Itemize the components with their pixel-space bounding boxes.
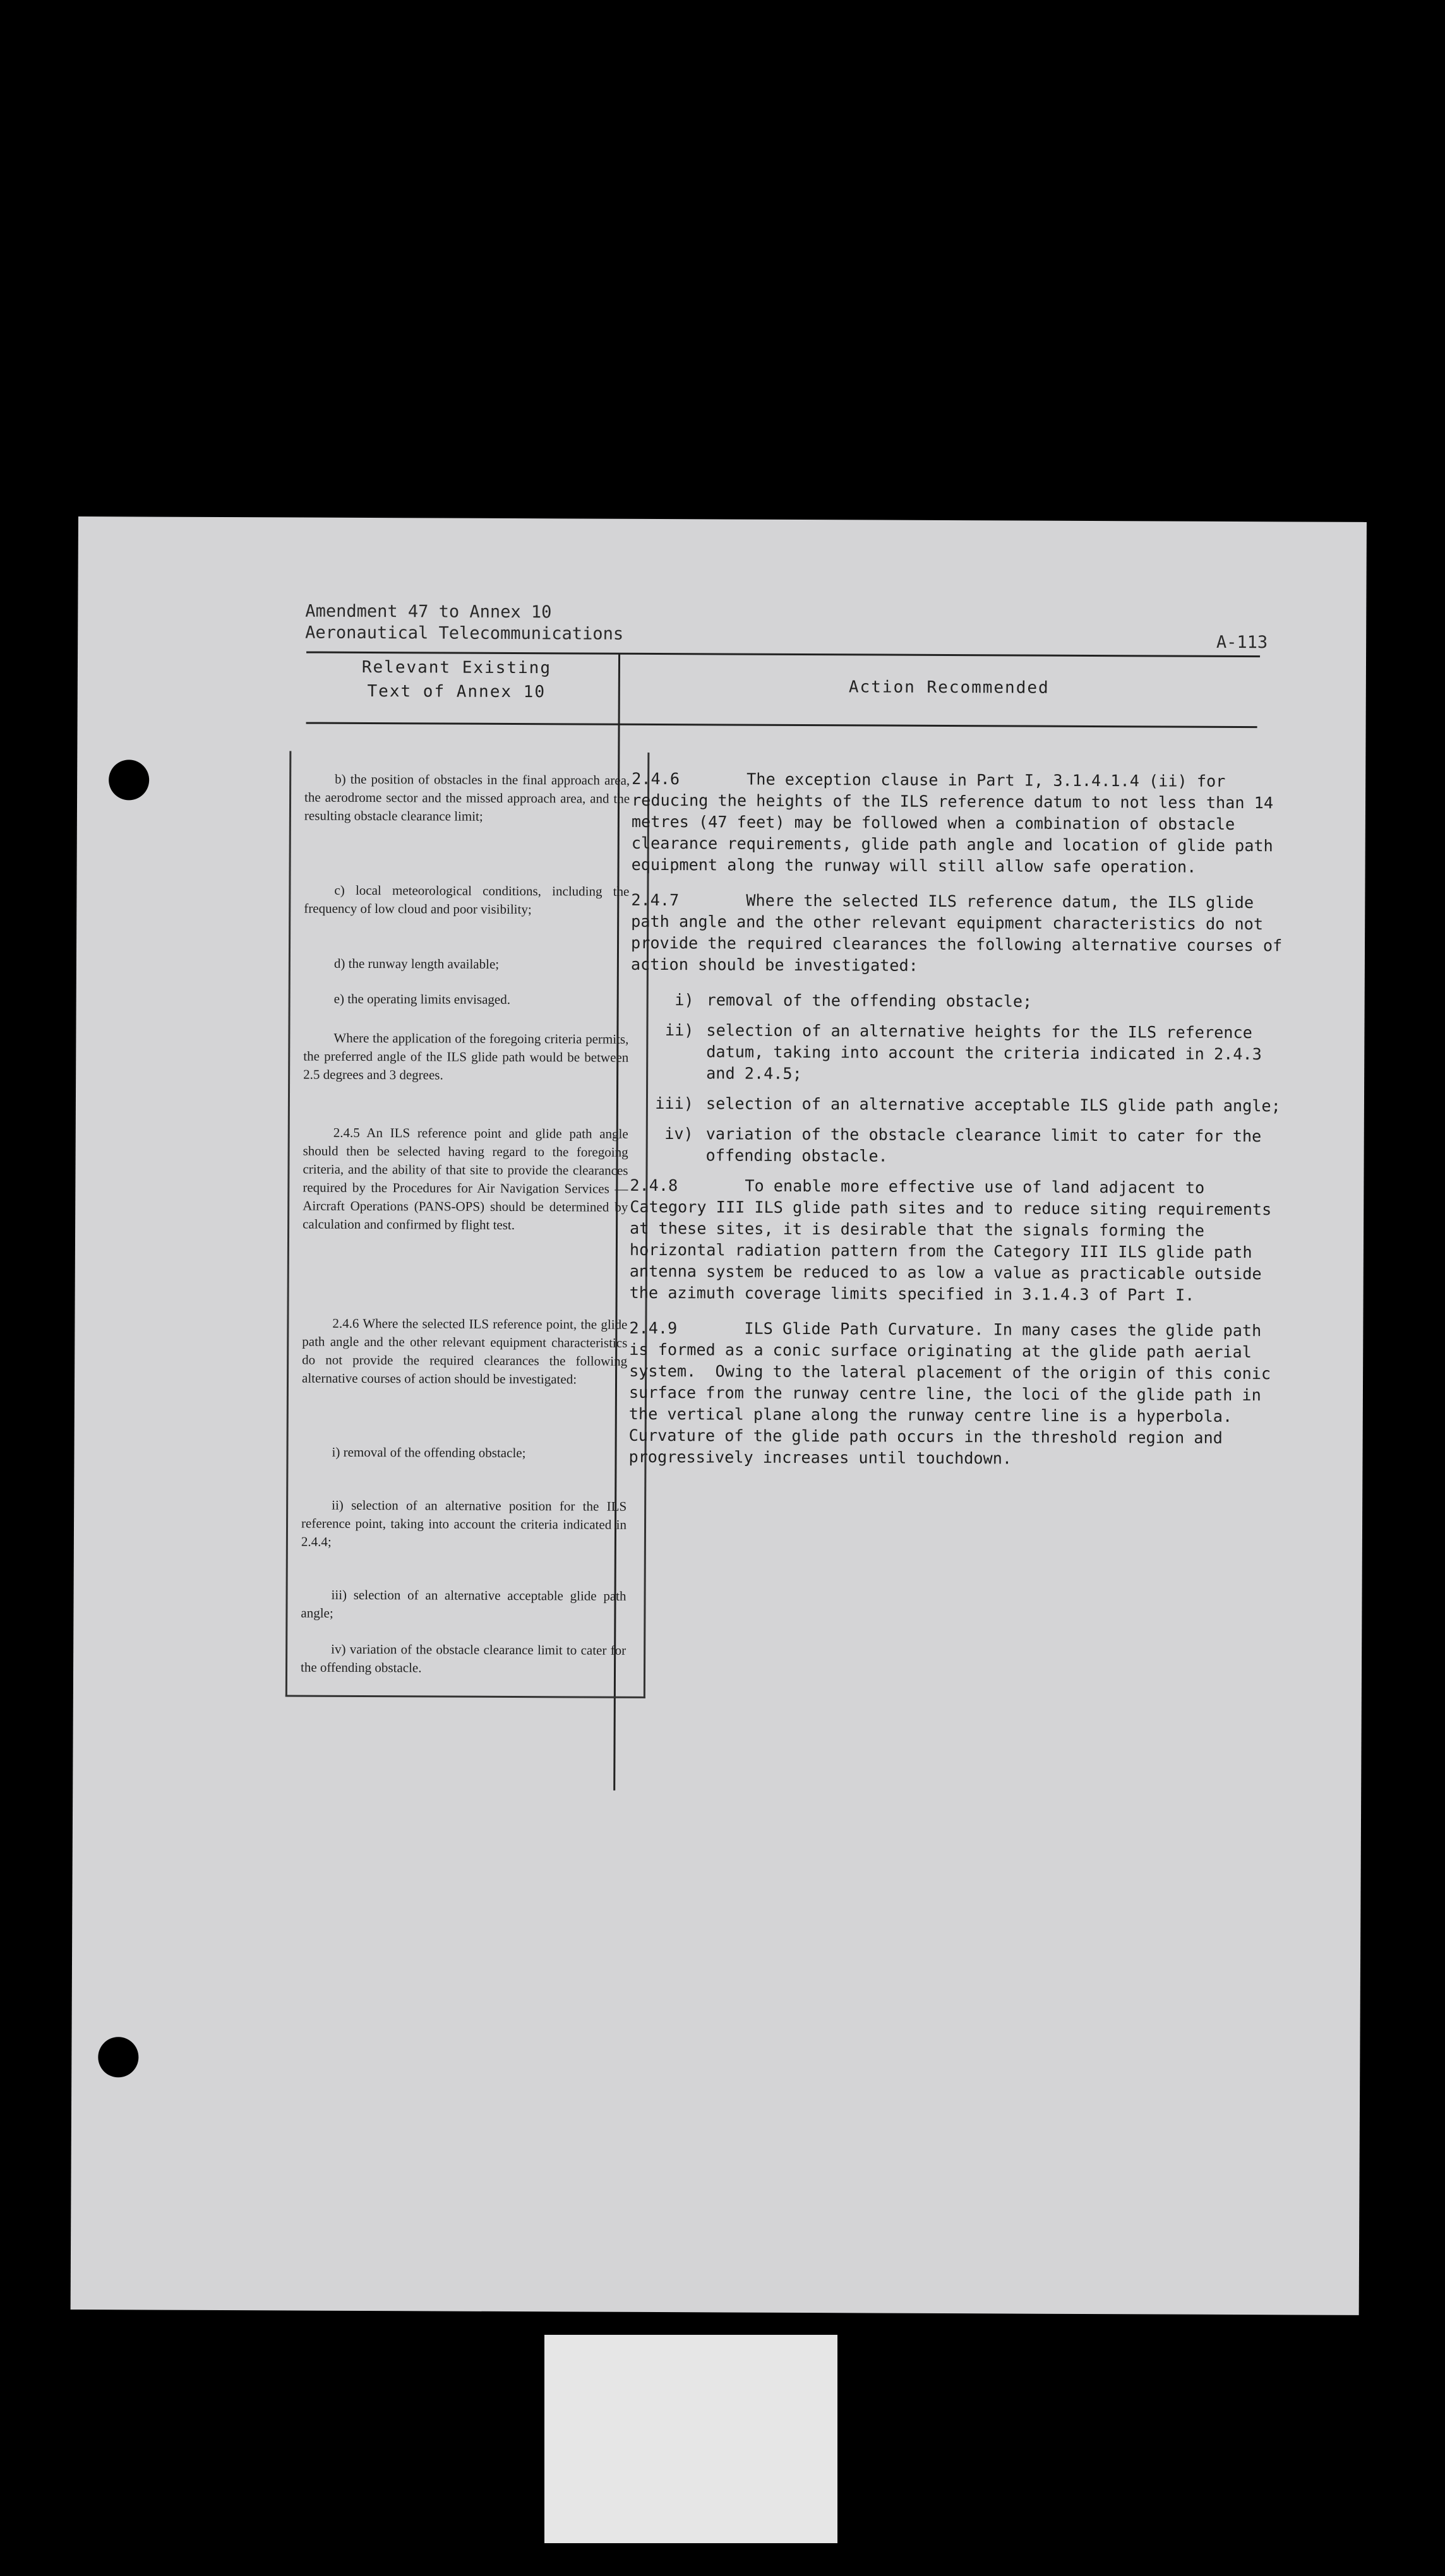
existing-text-b: b) the position of obstacles in the final approach area, the aerodrome sector and the missed approach area, and the resulting obstacle clearance limit;	[304, 771, 630, 824]
existing-text-2-4-5: 2.4.5 An ILS reference point and glide path angle should then be selected having regard to the foregoing criteria, and the ability of that site to provide the clearances required by the Procedures for Air Navigation Services — Aircraft Operations (PANS-OPS) should be determined by calculation and confirmed by flight test.	[303, 1124, 628, 1233]
left-column-heading: Relevant Existing Text of Annex 10	[361, 657, 552, 702]
section-2-4-6: 2.4.6 The exception clause in Part I, 3.1.4.1.4 (ii) for reducing the heights of the ILS reference datum to not less than 14 metres (47 feet) may be followed when a combination of obstacle clearance requirements, glide path angle and location of glide path equipment along the runway will still allow safe operation.	[631, 769, 1283, 876]
existing-text-iv: iv) variation of the obstacle clearance limit to cater for the offending obstacle.	[300, 1641, 627, 1676]
list-item: iii) selection of an alternative acceptable ILS glide path angle;	[655, 1094, 1281, 1116]
list-item: ii) selection of an alternative heights for the ILS reference datum, taking into account the criteria indicated in 2.4.3 and 2.4.5;	[664, 1021, 1272, 1083]
page-number: A-113	[1216, 632, 1268, 653]
recommended-text	[628, 768, 1292, 1485]
column-head-rule	[306, 722, 1257, 729]
existing-text-2-4-6: 2.4.6 Where the selected ILS reference point, the glide path angle and the other relevant equipment characteristics do not provide the required clearances the following alternative courses of action should be investigated:	[301, 1315, 628, 1387]
section-2-4-9: 2.4.9 ILS Glide Path Curvature. In many cases the glide path is formed as a conic surface originating at the glide path aerial system. Owing to the lateral placement of the origin of this conic surface from the runway centre line, the loci of the glide path in the vertical plane along the runway centre line is a hyperbola. Curvature of the glide path occurs in the threshold region and progressively increases until touchdown.	[628, 1318, 1281, 1468]
list-item: iv) variation of the obstacle clearance limit to cater for the offending obstacle.	[664, 1124, 1271, 1166]
header-amendment: Amendment 47 to Annex 10	[305, 601, 552, 623]
section-2-4-7: 2.4.7 Where the selected ILS reference datum, the ILS glide path angle and the other relevant equipment characteristics do not provide the required clearances the following alternative courses of action should be investigated:	[630, 890, 1292, 975]
existing-text-c: c) local meteorological conditions, including the frequency of low cloud and poor visibility;	[304, 882, 630, 917]
existing-text-d: d) the runway length available;	[333, 955, 500, 972]
existing-text-where: Where the application of the foregoing criteria permits, the preferred angle of the ILS glide path would be between 2.5 degrees and 3 degrees.	[303, 1030, 629, 1083]
header-title: Aeronautical Telecommunications	[305, 623, 624, 644]
list-item: i) removal of the offending obstacle;	[675, 991, 1033, 1011]
document-page	[71, 516, 1367, 2315]
punch-hole-top	[109, 760, 149, 800]
blank-label-card	[544, 2335, 837, 2543]
right-column-heading: Action Recommended	[848, 677, 1050, 698]
existing-text-e: e) the operating limits envisaged.	[333, 991, 511, 1007]
existing-text-iii: iii) selection of an alternative acceptable glide path angle;	[301, 1587, 627, 1621]
alternatives-list	[630, 989, 1288, 1169]
section-2-4-8: 2.4.8 To enable more effective use of land adjacent to Category III ILS glide path sites and to reduce siting requirements at these sites, it is desirable that the signals forming the horizontal radiation pattern from the Category III ILS glide path antenna system be reduced to as low a value as practicable outside the azimuth coverage limits specified in 3.1.4.3 of Part I.	[629, 1176, 1281, 1304]
existing-text-i: i) removal of the offending obstacle;	[332, 1444, 526, 1461]
document-header	[305, 601, 623, 645]
punch-hole-bottom	[98, 2037, 138, 2077]
existing-text-ii: ii) selection of an alternative position for the ILS reference point, taking into account the criteria indicated in 2.4.4;	[301, 1497, 627, 1549]
